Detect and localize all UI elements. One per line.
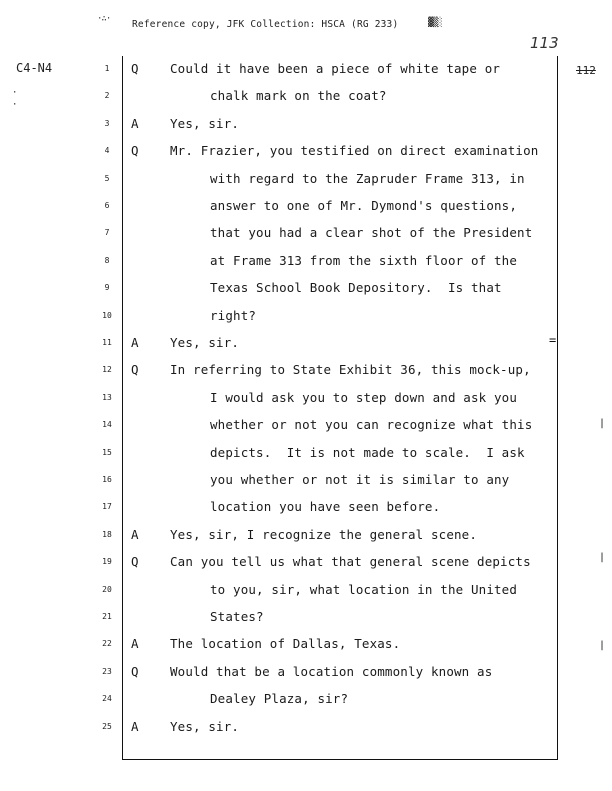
line-number: 23 — [102, 666, 112, 676]
line-text: Would that be a location commonly known as — [170, 663, 493, 679]
line-text: Could it have been a piece of white tape or — [170, 61, 501, 76]
speaker-label: Q — [131, 143, 139, 159]
speaker-label: Q — [131, 362, 139, 378]
line-text: Yes, sir, I recognize the general scene. — [170, 526, 478, 542]
line-text: Dealey Plaza, sir? — [210, 691, 349, 707]
transcript-line — [0, 552, 612, 579]
speaker-label: Q — [131, 554, 139, 570]
speaker-label: A — [131, 718, 139, 734]
corner-stamp-mark: ·∴· — [97, 14, 111, 24]
line-text: Yes, sir. — [170, 115, 240, 131]
margin-tick-mark: = — [549, 333, 557, 347]
handwritten-page-number: 113 — [530, 34, 559, 52]
line-number: 13 — [102, 392, 112, 402]
transcript-line — [0, 634, 612, 661]
right-edge-mark: | — [599, 552, 606, 563]
line-text: location you have seen before. — [210, 499, 441, 515]
transcript-line — [0, 196, 612, 223]
speaker-label: A — [131, 526, 139, 542]
transcript-line — [0, 169, 612, 196]
line-number: 2 — [104, 91, 110, 101]
transcript-line — [0, 580, 612, 607]
line-text: Mr. Frazier, you testified on direct examination — [170, 143, 539, 159]
transcript-line — [0, 415, 612, 442]
transcript-line — [0, 689, 612, 716]
line-text: The location of Dallas, Texas. — [170, 636, 401, 652]
line-number: 12 — [102, 365, 112, 375]
right-edge-mark: | — [599, 640, 606, 651]
transcript-line — [0, 443, 612, 470]
line-text: States? — [210, 609, 264, 624]
line-number: 5 — [104, 173, 110, 183]
line-text: Texas School Book Depository. Is that — [210, 280, 502, 296]
line-text: chalk mark on the coat? — [210, 88, 387, 104]
line-text: you whether or not it is similar to any — [210, 472, 510, 487]
transcript-line — [0, 223, 612, 250]
line-number: 9 — [104, 283, 110, 293]
line-number: 3 — [104, 118, 110, 128]
transcript-line — [0, 607, 612, 634]
speaker-label: Q — [131, 61, 139, 76]
speaker-label: A — [131, 115, 139, 131]
transcript-line — [0, 59, 612, 86]
line-text: In referring to State Exhibit 36, this mock-up, — [170, 362, 531, 378]
line-text: right? — [210, 307, 257, 323]
line-number: 25 — [102, 721, 112, 731]
line-number: 14 — [102, 420, 112, 430]
line-number: 8 — [104, 255, 110, 265]
transcript-line — [0, 278, 612, 305]
line-text: depicts. It is not made to scale. I ask — [210, 444, 525, 460]
reference-header: Reference copy, JFK Collection: HSCA (RG 233) — [132, 19, 399, 30]
line-number: 1 — [104, 64, 110, 73]
transcript-line — [0, 470, 612, 497]
transcript-line — [0, 525, 612, 552]
line-text: with regard to the Zapruder Frame 313, in — [210, 170, 525, 186]
line-text: Can you tell us what that general scene depicts — [170, 554, 531, 570]
right-edge-mark: | — [599, 418, 606, 429]
transcript-line — [0, 662, 612, 689]
speaker-label: A — [131, 335, 139, 350]
margin-dot-mark: · — [12, 100, 18, 110]
transcript-line — [0, 86, 612, 113]
line-number: 6 — [104, 201, 110, 210]
line-text: at Frame 313 from the sixth floor of the — [210, 252, 518, 268]
transcript-line — [0, 306, 612, 333]
line-text: Yes, sir. — [170, 335, 240, 350]
transcript-line — [0, 360, 612, 387]
speaker-label: Q — [131, 663, 139, 679]
speaker-label: A — [131, 636, 139, 652]
line-number: 21 — [102, 612, 112, 621]
line-number: 11 — [102, 338, 112, 347]
redaction-stamp-mark: ▓▒░ — [428, 18, 442, 28]
line-number: 18 — [102, 529, 112, 539]
transcript-line — [0, 717, 612, 744]
line-text: answer to one of Mr. Dymond's questions, — [210, 198, 518, 213]
line-number: 4 — [104, 146, 110, 156]
transcript-line — [0, 497, 612, 524]
transcript-line — [0, 251, 612, 278]
transcript-line — [0, 141, 612, 168]
crossed-page-number: 112 — [576, 64, 596, 77]
line-number: 22 — [102, 639, 112, 649]
line-number: 19 — [102, 557, 112, 567]
line-number: 24 — [102, 694, 112, 704]
line-number: 20 — [102, 584, 112, 594]
line-text: that you had a clear shot of the President — [210, 225, 533, 241]
line-text: to you, sir, what location in the United — [210, 581, 518, 597]
line-number: 17 — [102, 502, 112, 512]
margin-code: C4-N4 — [16, 61, 53, 75]
transcript-line — [0, 388, 612, 415]
transcript-line — [0, 333, 612, 360]
line-text: whether or not you can recognize what this — [210, 417, 533, 433]
line-number: 10 — [102, 310, 112, 320]
line-number: 16 — [102, 475, 112, 484]
line-number: 7 — [104, 228, 110, 238]
transcript-line — [0, 114, 612, 141]
line-text: Yes, sir. — [170, 718, 240, 734]
margin-dot-mark: · — [12, 88, 18, 98]
line-text: I would ask you to step down and ask you — [210, 389, 518, 405]
line-number: 15 — [102, 447, 112, 457]
